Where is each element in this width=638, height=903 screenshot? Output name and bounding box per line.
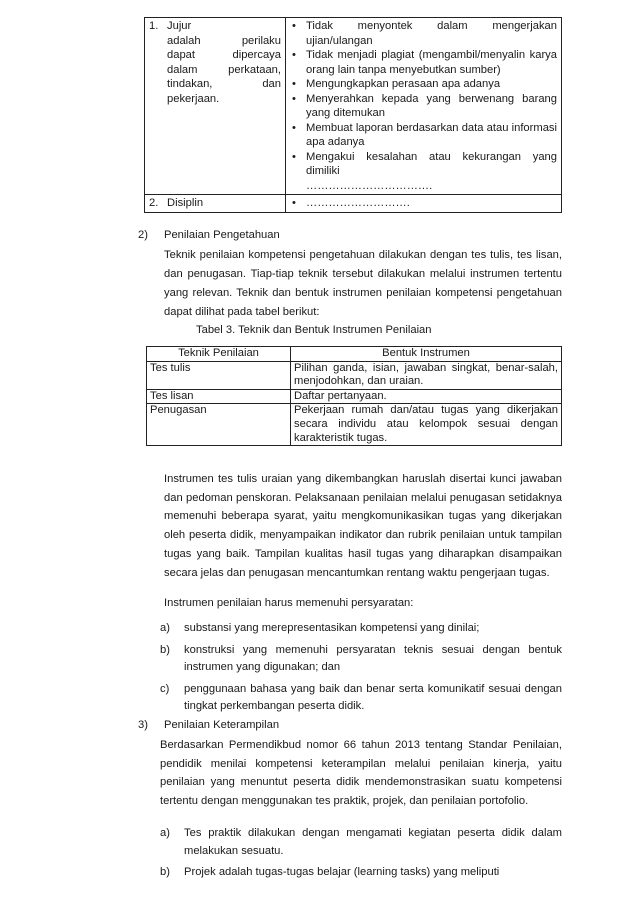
criterion-word: dalam [167, 63, 198, 76]
table-row [147, 389, 562, 404]
criterion-word: dan [262, 78, 281, 90]
criterion-line [167, 48, 281, 63]
criterion-text: Disiplin [167, 197, 204, 209]
criterion-text [167, 19, 281, 106]
criterion-line [167, 77, 281, 92]
table-cell: Tes lisan [147, 389, 291, 404]
knowledge-paragraph: Teknik penilaian kompetensi pengetahuan dilakukan dengan tes tulis, tes lisan, dan penugasan. Tiap-tiap teknik tersebut dilakukan melalui instrumen tertentu yang relevan. Teknik dan bentuk instrumen penilaian kompetensi pengetahuan dapat dilihat pada tabel berikut: [164, 249, 562, 318]
criterion-word: adalah [167, 34, 201, 47]
indicator-list [290, 196, 557, 211]
table-cell: Penugasan [147, 404, 291, 446]
list-label: b) [160, 643, 170, 656]
table-caption: Tabel 3. Teknik dan Bentuk Instrumen Penilaian [196, 324, 432, 336]
indicator-text: Tidak menyontek dalam mengerjakan ujian/ulangan [306, 20, 557, 47]
requirement-item [160, 642, 562, 677]
indicator-text: Mengakui kesalahan atau kekurangan yang dimiliki [306, 150, 557, 177]
section-heading [138, 229, 280, 241]
section-title: Penilaian Keterampilan [164, 719, 280, 731]
column-header: Teknik Penilaian [147, 347, 291, 362]
indicator-item [290, 196, 557, 211]
list-text: penggunaan bahasa yang baik dan benar serta komunikatif sesuai dengan tingkat perkembangan peserta didik. [184, 682, 562, 712]
table-row [145, 195, 562, 213]
table-cell: Pekerjaan rumah dan/atau tugas yang dikerjakan secara individu atau kelompok sesuai dengan karakteristik tugas. [291, 404, 562, 446]
indicator-cell [286, 195, 562, 213]
bullet-icon: • [292, 150, 296, 163]
skill-item [160, 825, 562, 860]
table-cell: Pilihan ganda, isian, jawaban singkat, benar-salah, menjodohkan, dan uraian. [291, 361, 562, 389]
requirements-list [160, 620, 562, 720]
instrument-paragraph: Instrumen tes tulis uraian yang dikembangkan haruslah disertai kunci jawaban dan pedoman penskoran. Pelaksanaan penilaian melalui penugasan setidaknya memenuhi beberapa syarat, yaitu mengkomunikasikan tugas yang dikerjakan oleh peserta didik, menyampaikan indikator dan rubrik penilaian untuk tampilan tugas yang baik. Tampilan kualitas hasil tugas yang diharapkan disampaikan secara jelas dan penugasan mencantumkan rentang waktu pengerjaan tugas. [164, 473, 562, 579]
column-header: Bentuk Instrumen [291, 347, 562, 362]
criterion-word: dipercaya [232, 49, 281, 61]
skill-item [160, 864, 562, 882]
indicator-item [290, 92, 557, 121]
criterion-cell [145, 195, 286, 213]
list-text: konstruksi yang memenuhi persyaratan teknis sesuai dengan bentuk instrumen yang digunakan; dan [184, 643, 562, 673]
criterion-word: dapat [167, 49, 195, 61]
bullet-icon: • [292, 78, 296, 90]
bullet-icon: • [292, 121, 296, 134]
table-cell: Tes tulis [147, 361, 291, 389]
skills-paragraph: Berdasarkan Permendikbud nomor 66 tahun 2013 tentang Standar Penilaian, pendidik menilai kompetensi keterampilan melalui penilaian kinerja, yaitu penilaian yang menuntut peserta didik mendemonstrasikan suatu kompetensi tertentu dengan menggunakan tes praktik, projek, dan penilaian portofolio. [160, 739, 562, 807]
criterion-word: tindakan, [167, 78, 213, 90]
attitude-indicator-table [144, 17, 562, 213]
bullet-icon: • [292, 92, 296, 105]
indicator-ellipsis: ……………………………. [306, 179, 433, 192]
table-header-row [147, 347, 562, 362]
indicator-text: Mengungkapkan perasaan apa adanya [306, 78, 501, 90]
criterion-line: pekerjaan. [167, 92, 220, 105]
indicator-text: Membuat laporan berdasarkan data atau informasi apa adanya [306, 121, 557, 148]
indicator-text: Tidak menjadi plagiat (mengambil/menyalin karya orang lain tanpa menyebutkan sumber) [306, 49, 557, 76]
row-number: 1. [149, 20, 159, 32]
instrument-table [146, 346, 562, 446]
bullet-icon: • [292, 197, 296, 209]
bullet-icon: • [292, 49, 296, 61]
list-text: Tes praktik dilakukan dengan mengamati kegiatan peserta didik dalam melakukan sesuatu. [184, 827, 562, 857]
list-text: Projek adalah tugas-tugas belajar (learning tasks) yang meliputi [184, 866, 500, 878]
requirements-intro: Instrumen penilaian harus memenuhi persyaratan: [164, 597, 414, 609]
list-label: b) [160, 866, 170, 878]
indicator-text: ………………………. [306, 197, 410, 209]
criterion-line: Jujur [167, 20, 192, 32]
indicator-item [290, 19, 557, 48]
criterion-word: perkataan, [228, 63, 281, 76]
indicator-list [290, 19, 557, 179]
indicator-cell [286, 18, 562, 195]
requirement-item [160, 620, 562, 638]
section-number: 2) [138, 229, 148, 241]
criterion-line [167, 34, 281, 49]
list-label: a) [160, 622, 170, 634]
section-heading [138, 719, 279, 731]
indicator-item [290, 150, 557, 179]
requirement-item [160, 681, 562, 716]
criterion-cell [145, 18, 286, 195]
criterion-word: perilaku [241, 34, 281, 47]
section-title: Penilaian Pengetahuan [164, 229, 280, 241]
indicator-item [290, 77, 557, 92]
table-row [145, 18, 562, 195]
table-row [147, 361, 562, 389]
indicator-text: Menyerahkan kepada yang berwenang barang yang ditemukan [306, 92, 557, 119]
row-number: 2. [149, 197, 159, 209]
indicator-item [290, 48, 557, 77]
criterion-line [167, 63, 281, 78]
indicator-item [290, 121, 557, 150]
list-text: substansi yang merepresentasikan kompetensi yang dinilai; [184, 622, 480, 634]
section-number: 3) [138, 719, 148, 731]
table-cell: Daftar pertanyaan. [291, 389, 562, 404]
skills-list [160, 825, 562, 886]
bullet-icon: • [292, 20, 296, 32]
list-label: a) [160, 827, 170, 839]
table-row [147, 404, 562, 446]
list-label: c) [160, 682, 170, 695]
